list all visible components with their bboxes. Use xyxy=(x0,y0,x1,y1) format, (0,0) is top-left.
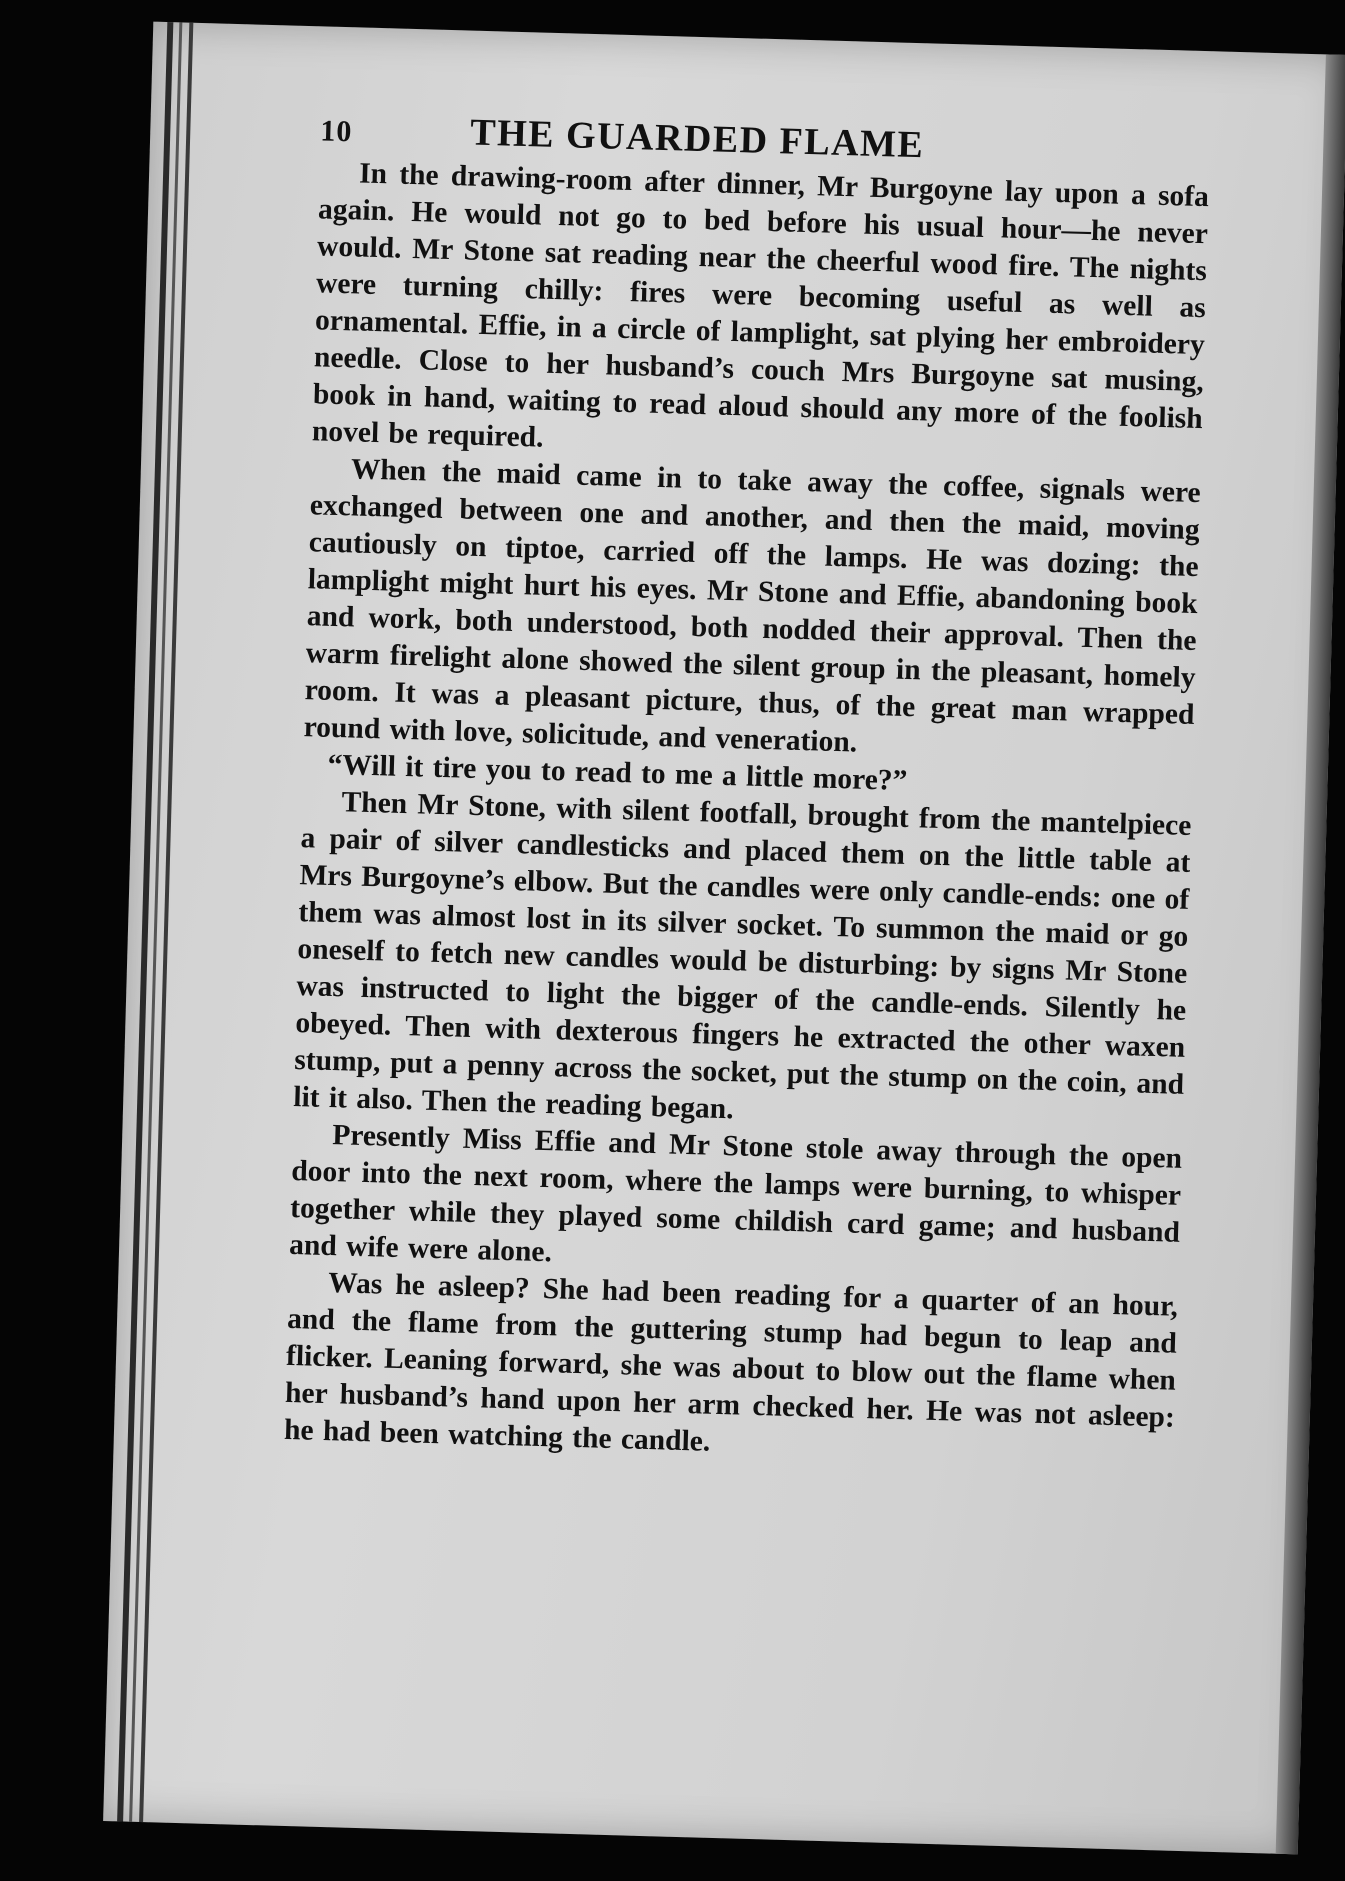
running-title: THE GUARDED FLAME xyxy=(469,111,925,167)
paragraph: Then Mr Stone, with silent footfall, brought from the mantelpiece a pair of silver candlesticks and placed them on the little table at Mrs Burgoyne’s elbow. But the candles were only candle-ends: one of them was almost lost in its silver socket. To summon the maid or go oneself to fetch new candles would be disturbing: by signs Mr Stone was instructed to light the bigger of the candle-ends. Silently he obeyed. Then with dexterous fingers he extracted the other waxen stump, put a penny across the socket, put the stump on the coin, and lit it also. Then the reading began. xyxy=(292,786,1192,1126)
page-number: 10 xyxy=(319,114,353,149)
page-right-edge xyxy=(1276,54,1345,1854)
binding-edge xyxy=(129,22,182,1821)
book-page xyxy=(103,22,1345,1855)
quoted-line: “Will it tire you to read to me a little more?” xyxy=(327,748,908,798)
paragraph: Presently Miss Effie and Mr Stone stole away through the open door into the next room, where the lamps were burning, to whisper together while they played some childish card game; and husband and wife were alone. xyxy=(288,1119,1183,1269)
paragraph: In the drawing-room after dinner, Mr Burgoyne lay upon a sofa again. He would not go to bed before his usual hour—he never would. Mr Stone sat reading near the cheerful wood fire. The nights were turning chilly: fires were becoming useful as well as ornamental. Effie, in a circle of lamplight, sat plying her embroidery needle. Close to her husband’s couch Mrs Burgoyne sat musing, book in hand, waiting to read aloud should any more of the foolish novel be required. xyxy=(311,157,1210,454)
paragraph: When the maid came in to take away the coffee, signals were exchanged between one and another, and then the maid, moving cautiously on tiptoe, carried off the lamps. He was dozing: the lamplight might hurt his eyes. Mr Stone and Effie, abandoning book and work, both understood, both nodded their approval. Then the warm firelight alone showed the silent group in the pleasant, homely room. It was a pleasant picture, thus, of the great man wrapped round with love, solicitude, and veneration. xyxy=(303,453,1202,759)
page-text-block xyxy=(284,106,1211,1473)
paragraph: Was he asleep? She had been reading for a quarter of an hour, and the flame from the guttering stump had begun to leap and flicker. Leaning forward, she was about to blow out the flame when her husband’s hand upon her arm checked her. He was not asleep: he had been watching the candle. xyxy=(283,1267,1179,1458)
